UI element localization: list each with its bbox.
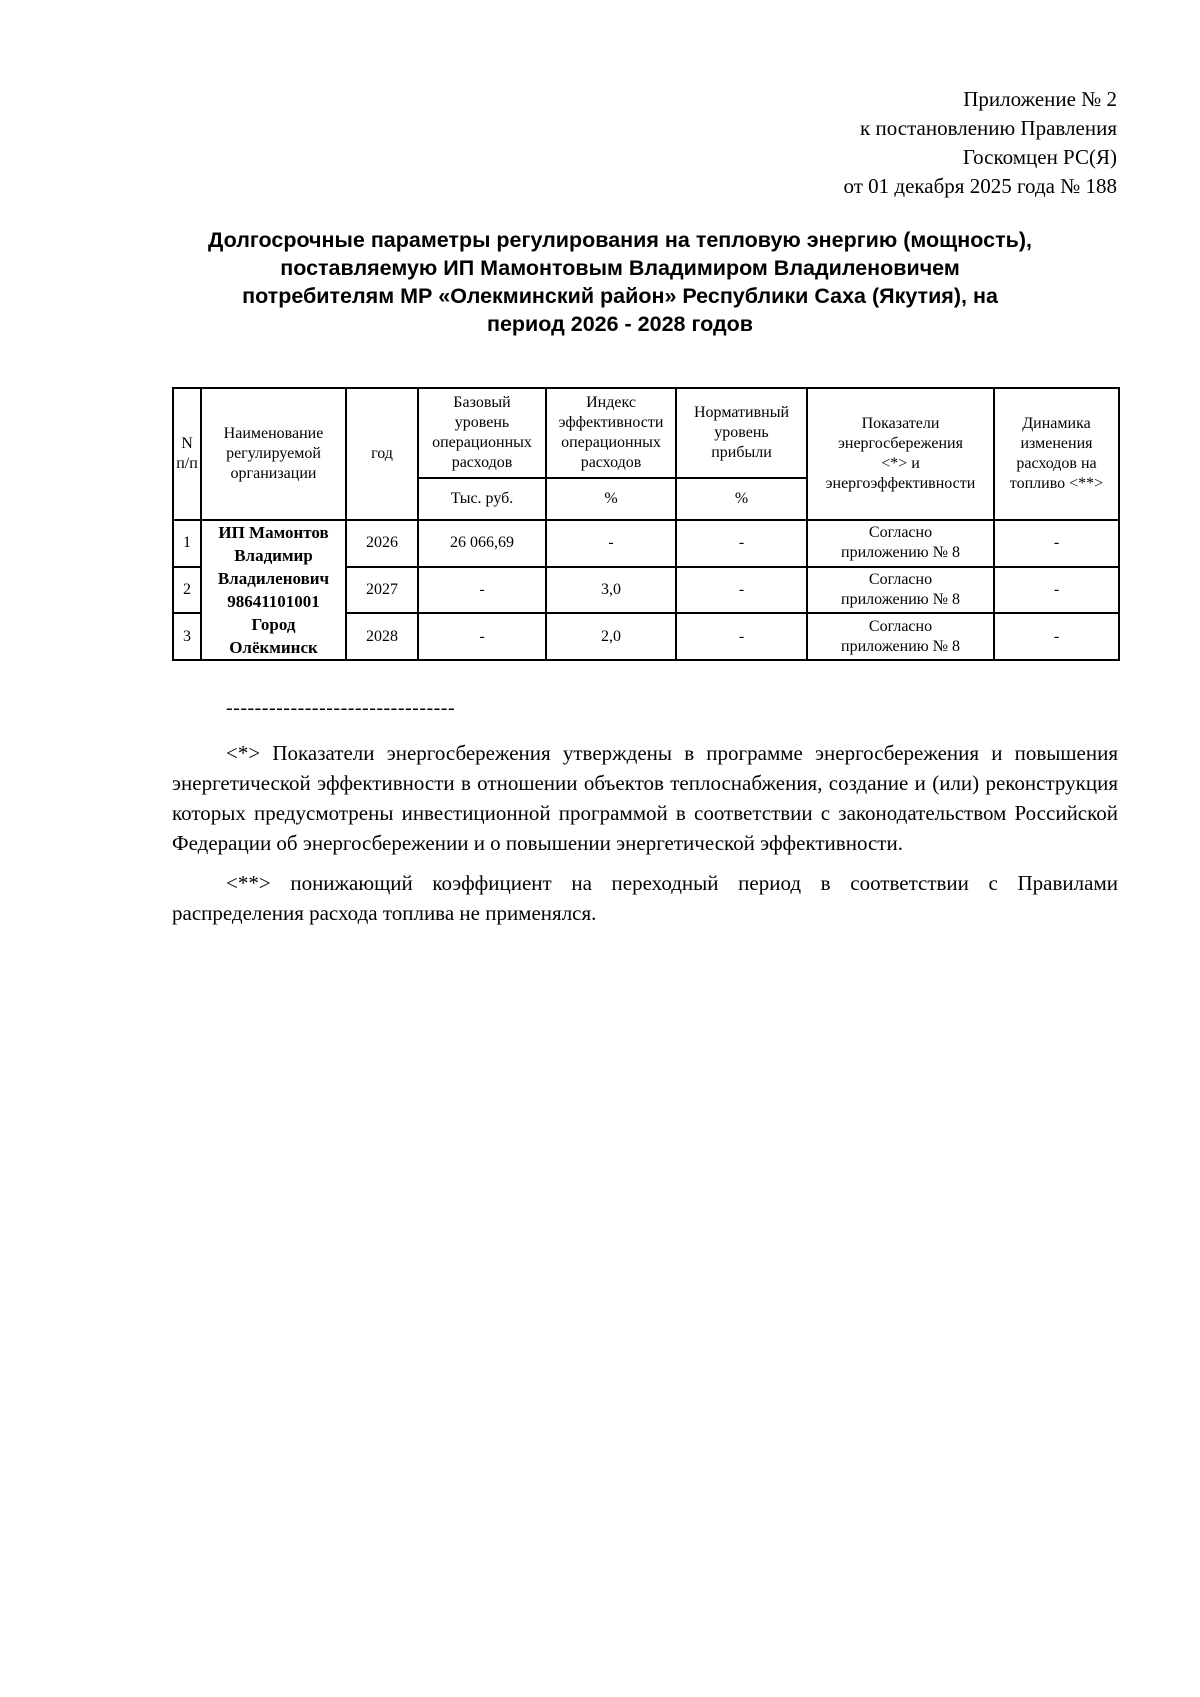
cell-num: 3	[173, 613, 201, 660]
cell-fuel-dynamics: -	[994, 567, 1119, 614]
footnotes	[172, 738, 1118, 938]
header-text: изменения	[1020, 435, 1093, 452]
parameters-table	[172, 387, 1120, 661]
header-text: Наименование	[223, 425, 324, 442]
cell-energy-indicators	[807, 520, 994, 567]
unit-profit-level: %	[676, 478, 807, 520]
header-text: организации	[230, 465, 317, 482]
cell-text: приложению № 8	[841, 544, 960, 562]
cell-base-level: -	[418, 567, 546, 614]
cell-year: 2028	[346, 613, 418, 660]
cell-profit-level: -	[676, 613, 807, 660]
cell-year: 2027	[346, 567, 418, 614]
header-energy-indicators	[807, 388, 994, 520]
header-text: энергоэффективности	[825, 475, 976, 492]
header-num	[173, 388, 201, 520]
header-text: регулируемой	[226, 445, 321, 462]
organization-line: ИП Мамонтов	[218, 523, 329, 542]
header-text: уровень	[454, 414, 510, 431]
header-text: операционных	[432, 434, 532, 451]
organization-line: Владиленович	[217, 569, 330, 588]
header-text: п/п	[176, 455, 198, 472]
header-text: топливо <**>	[1009, 475, 1104, 492]
header-text: Показатели	[861, 415, 940, 432]
organization-line: Олёкминск	[229, 638, 318, 657]
cell-text: Согласно	[868, 524, 933, 542]
footnote-separator: --------------------------------	[226, 697, 456, 719]
header-base-level	[418, 388, 546, 478]
header-text: прибыли	[711, 444, 772, 461]
cell-energy-indicators	[807, 613, 994, 660]
cell-text: приложению № 8	[841, 590, 960, 608]
cell-text: Согласно	[868, 617, 933, 635]
header-text: эффективности	[558, 414, 664, 431]
appendix-number: Приложение № 2	[963, 87, 1117, 111]
header-text: уровень	[714, 424, 769, 441]
header-fuel-dynamics	[994, 388, 1119, 520]
header-text: операционных	[561, 434, 661, 451]
header-text: энергосбережения	[838, 435, 963, 452]
header-organization	[201, 388, 346, 520]
header-profit-level	[676, 388, 807, 478]
cell-energy-indicators	[807, 567, 994, 614]
title-line: период 2026 - 2028 годов	[486, 312, 754, 336]
organization-line: Город	[251, 615, 296, 634]
header-text: Динамика	[1022, 415, 1091, 432]
document-title	[160, 226, 1080, 338]
cell-text: приложению № 8	[841, 637, 960, 655]
header-year: год	[346, 388, 418, 520]
cell-base-level: 26 066,69	[418, 520, 546, 567]
organization-line: Владимир	[234, 546, 313, 565]
header-text: Базовый	[453, 394, 511, 411]
cell-profit-level: -	[676, 520, 807, 567]
title-line: потребителям МР «Олекминский район» Республики Саха (Якутия), на	[242, 284, 998, 308]
footnote-energy-saving: <*> Показатели энергосбережения утверждены в программе энергосбережения и повышения энергетической эффективности в отношении объектов теплоснабжения, создание и (или) реконструкция которых предусмотрены инвестиционной программой в соответствии с законодательством Российской Федерации об энергосбережении и о повышении энергетической эффективности.	[172, 741, 1118, 855]
header-text: расходов	[580, 454, 642, 471]
cell-efficiency-index: 2,0	[546, 613, 676, 660]
unit-base-level: Тыс. руб.	[418, 478, 546, 520]
header-efficiency-index	[546, 388, 676, 478]
footnote-fuel-coefficient: <**> понижающий коэффициент на переходный период в соответствии с Правилами распределения расхода топлива не применялся.	[172, 871, 1118, 925]
appendix-resolution-ref: к постановлению Правления	[860, 116, 1117, 140]
title-line: Долгосрочные параметры регулирования на тепловую энергию (мощность),	[208, 228, 1032, 252]
cell-num: 2	[173, 567, 201, 614]
header-text: Индекс	[586, 394, 636, 411]
table-header-row	[173, 388, 1119, 478]
header-text: N	[181, 435, 193, 452]
cell-fuel-dynamics: -	[994, 613, 1119, 660]
cell-fuel-dynamics: -	[994, 520, 1119, 567]
cell-base-level: -	[418, 613, 546, 660]
organization-line: 98641101001	[227, 592, 320, 611]
appendix-date: от 01 декабря 2025 года № 188	[843, 174, 1117, 198]
cell-organization	[201, 520, 346, 660]
header-text: Нормативный	[694, 404, 789, 421]
cell-efficiency-index: 3,0	[546, 567, 676, 614]
appendix-authority: Госкомцен РС(Я)	[962, 145, 1117, 169]
unit-efficiency-index: %	[546, 478, 676, 520]
cell-year: 2026	[346, 520, 418, 567]
cell-num: 1	[173, 520, 201, 567]
header-text: <*> и	[881, 455, 920, 472]
cell-profit-level: -	[676, 567, 807, 614]
cell-efficiency-index: -	[546, 520, 676, 567]
header-text: расходов на	[1016, 455, 1097, 472]
title-line: поставляемую ИП Мамонтовым Владимиром Владиленовичем	[280, 256, 960, 280]
table-row	[173, 520, 1119, 567]
header-text: расходов	[451, 454, 513, 471]
cell-text: Согласно	[868, 570, 933, 588]
appendix-header	[844, 85, 1117, 201]
